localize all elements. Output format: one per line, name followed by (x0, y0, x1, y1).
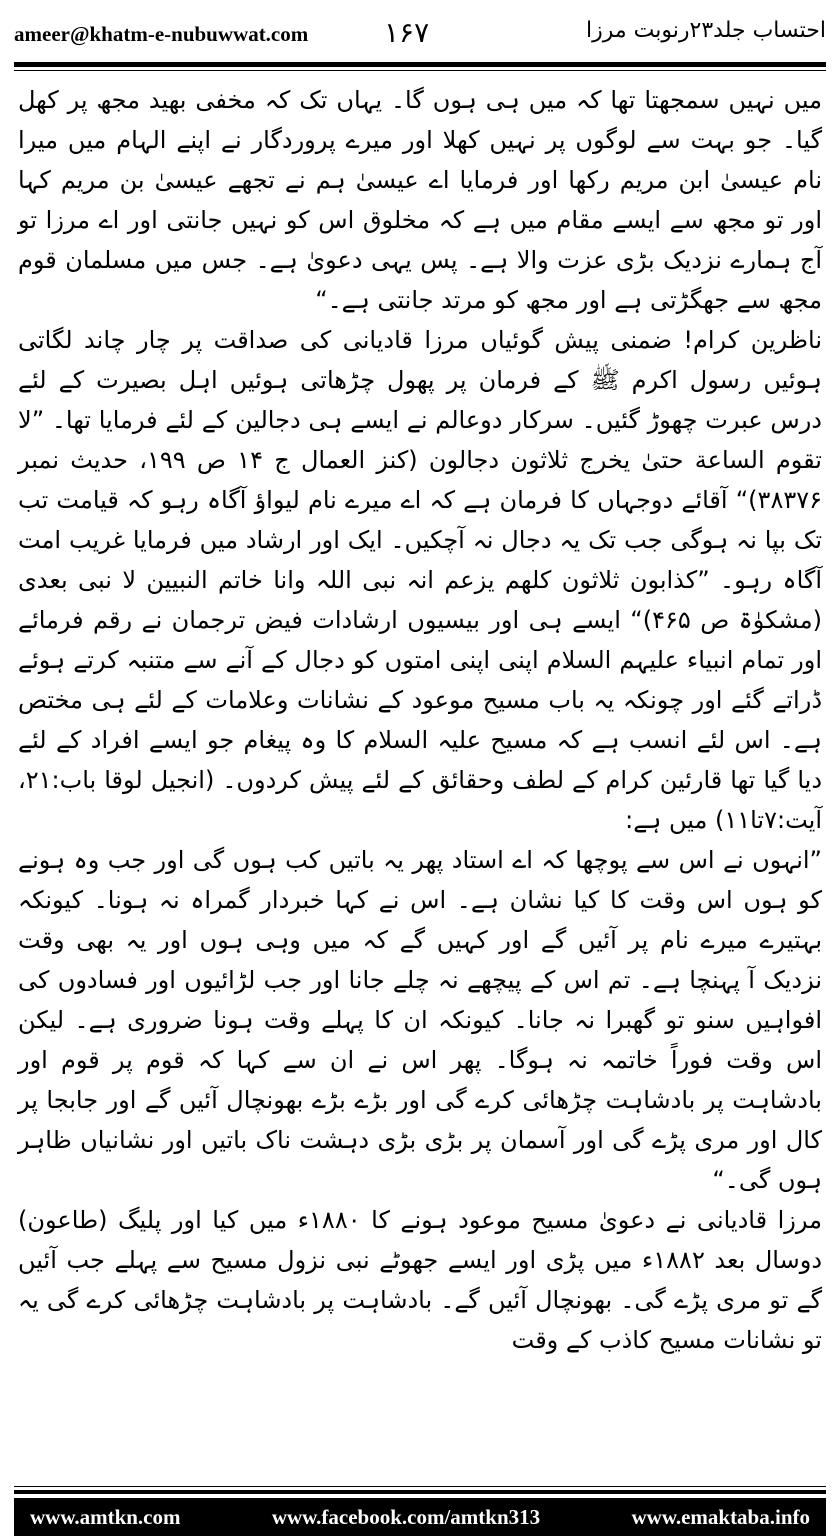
paragraph-readers: ناظرین کرام! ضمنی پیش گوئیاں مرزا قادیانی کی صداقت پر چار چاند لگاتی ہوئیں رسول اکرم ﷺ کے فرمان پر پھول چڑھاتی ہوئیں اہل بصیرت کے لئے درس عبرت چھوڑ گئیں۔ سرکار دوعالم نے ایسے ہی دجالین کے لئے فرمایا تھا۔ ”لا تقوم الساعة حتیٰ یخرج ثلاثون دجالون (کنز العمال ج ۱۴ ص ۱۹۹، حدیث نمبر ۳۸۳۷۶)“ آقائے دوجہاں کا فرمان ہے کہ اے میرے نام لیواؤ آگاہ رہو کہ قیامت تب تک بپا نہ ہوگی جب تک یہ دجال نہ آچکیں۔ ایک اور ارشاد میں فرمایا غریب امت آگاہ رہو۔ ”کذابون ثلاثون کلھم یزعم انہ نبی اللہ وانا خاتم النبیین لا نبی بعدی (مشکوٰۃ ص ۴۶۵)“ ایسے ہی اور بیسیوں ارشادات فیض ترجمان نے رقم فرمائے اور تمام انبیاء علیہم السلام اپنی اپنی امتوں کو دجال کے آنے سے متنبہ کرتے ہوئے ڈراتے گئے اور چونکہ یہ باب مسیح موعود کے نشانات وعلامات کے لئے ہی مختص ہے۔ اس لئے انسب ہے کہ مسیح علیہ السلام کا وہ پیغام جو ایسے افراد کے لئے دیا گیا تھا قارئین کرام کے لطف وحقائق کے لئے پیش کردوں۔ (انجیل لوقا باب:۲۱، آیت:۷تا۱۱) میں ہے: (18, 326, 822, 834)
paragraph-quote-end: میں نہیں سمجھتا تھا کہ میں ہی ہوں گا۔ یہاں تک کہ مخفی بھید مجھ پر کھل گیا۔ جو بہت سے لوگوں پر نہیں کھلا اور میرے پروردگار نے اپنے الہام میں میرا نام عیسیٰ ابن مریم رکھا اور فرمایا اے عیسیٰ ہم نے تجھے عیسیٰ بن مریم کہا اور تو مجھ سے ایسے مقام میں ہے کہ مخلوق اس کو نہیں جانتی اور اے مرزا تو آج ہمارے نزدیک بڑی عزت والا ہے۔ پس یہی دعویٰ ہے۔ جس میں مسلمان قوم مجھ سے جھگڑتی ہے اور مجھ کو مرتد جانتی ہے۔“ (18, 86, 822, 314)
header-rule-thin (14, 70, 826, 71)
page-footer (14, 1498, 826, 1536)
running-title: احتساب جلد۲۳رنوبت مرزا (586, 18, 826, 43)
footer-link-facebook[interactable]: www.facebook.com/amtkn313 (271, 1504, 541, 1529)
body-text (18, 80, 822, 1360)
footer-rule-thick (14, 1490, 826, 1494)
footer-link-emaktaba[interactable]: www.emaktaba.info (631, 1504, 810, 1529)
footer-rule-thin (14, 1486, 826, 1487)
header-email: ameer@khatm-e-nubuwwat.com (14, 22, 309, 46)
footer-link-amtkn[interactable]: www.amtkn.com (30, 1504, 181, 1529)
page-header (14, 18, 826, 58)
page-number: ۱۶۷ (384, 16, 430, 49)
paragraph-luke-quote: ”انہوں نے اس سے پوچھا کہ اے استاد پھر یہ باتیں کب ہوں گی اور جب وہ ہونے کو ہوں اس وقت کا کیا نشان ہے۔ اس نے کہا خبردار گمراہ نہ ہونا۔ کیونکہ بہتیرے میرے نام پر آئیں گے اور کہیں گے کہ میں وہی ہوں اور یہ بھی وقت نزدیک آ پہنچا ہے۔ تم اس کے پیچھے نہ چلے جانا اور جب لڑائیوں اور فسادوں کی افواہیں سنو تو گھبرا نہ جانا۔ کیونکہ ان کا پہلے وقت ہونا ضروری ہے۔ لیکن اس وقت فوراً خاتمہ نہ ہوگا۔ پھر اس نے ان سے کہا کہ قوم پر قوم اور بادشاہت پر بادشاہت چڑھائی کرے گی اور بڑے بڑے بھونچال آئیں گے اور جابجا پر کال اور مری پڑے گی اور آسمان پر بڑی بڑی دہشت ناک باتیں اور نشانیاں ظاہر ہوں گی۔“ (18, 846, 822, 1194)
paragraph-mirza-claim: مرزا قادیانی نے دعویٰ مسیح موعود ہونے کا ۱۸۸۰ء میں کیا اور پلیگ (طاعون) دوسال بعد ۱۸۸۲ء میں پڑی اور ایسے جھوٹے نبی نزول مسیح سے پہلے جب آئیں گے تو مری پڑے گی۔ بھونچال آئیں گے۔ بادشاہت پر بادشاہت چڑھائی کرے گی یہ تو نشانات مسیح کاذب کے وقت (18, 1206, 823, 1354)
header-rule-thick (14, 62, 826, 67)
